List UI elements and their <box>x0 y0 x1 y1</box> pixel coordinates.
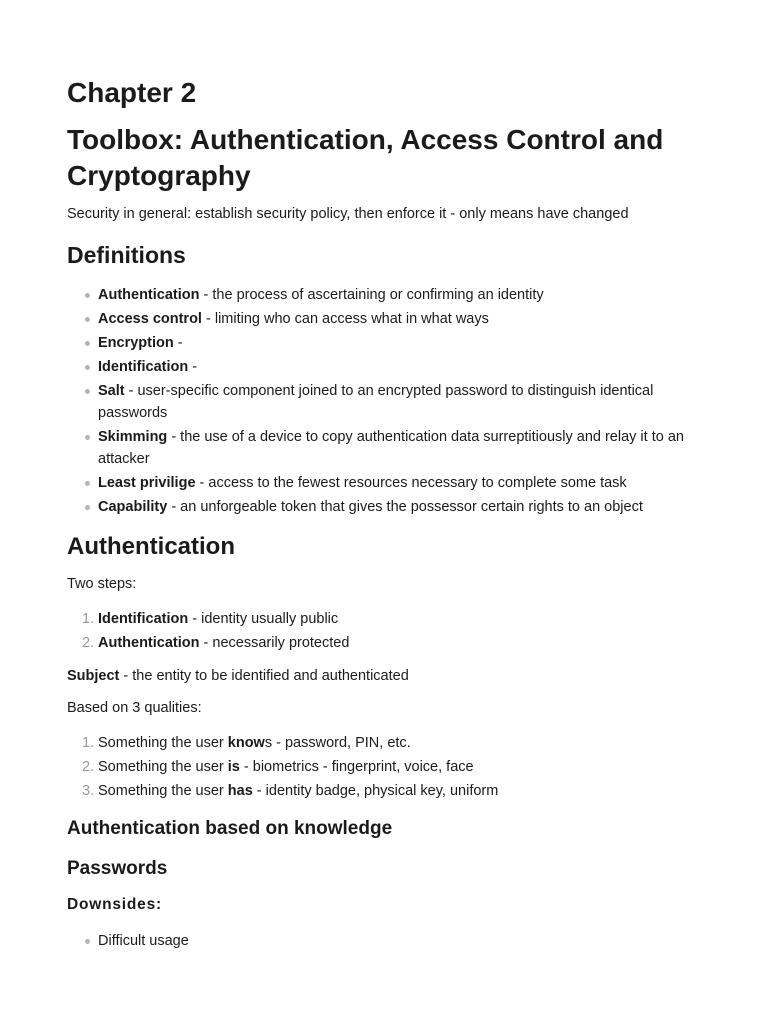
definition-text: - an unforgeable token that gives the possessor certain rights to an object <box>167 499 643 515</box>
downsides-list <box>67 930 701 952</box>
based-on-text: Based on 3 qualities: <box>67 700 202 716</box>
definition-text: - the process of ascertaining or confirming an identity <box>199 287 544 303</box>
subject-paragraph <box>67 666 701 686</box>
step-term: Identification <box>98 611 189 627</box>
definition-text: - the use of a device to copy authentication data surreptitiously and relay it to an attacker <box>98 429 684 467</box>
list-item <box>67 426 701 470</box>
quality-keyword: know <box>227 735 265 751</box>
list-item <box>67 308 701 330</box>
step-term: Authentication <box>98 635 200 651</box>
subject-term: Subject <box>67 668 120 684</box>
quality-suffix: - identity badge, physical key, uniform <box>252 783 499 799</box>
list-number: 3. <box>82 783 95 799</box>
definitions-heading: Definitions <box>67 242 186 268</box>
step-text: - necessarily protected <box>199 635 350 651</box>
step-text: - identity usually public <box>188 611 339 627</box>
definition-term: Access control <box>98 311 202 327</box>
definition-text: - limiting who can access what in what ways <box>201 311 489 327</box>
list-number: 1. <box>82 611 95 627</box>
authentication-heading: Authentication <box>67 533 235 560</box>
bullet-icon <box>85 389 90 394</box>
definition-text: - <box>188 359 198 375</box>
list-item <box>67 356 701 378</box>
list-item <box>67 608 701 630</box>
definition-text: - user-specific component joined to an encrypted password to distinguish identical passwords <box>98 383 654 421</box>
definition-term: Capability <box>98 499 168 515</box>
definitions-list <box>67 284 701 518</box>
quality-prefix: Something the user <box>98 783 228 799</box>
list-item <box>67 496 701 518</box>
definition-term: Encryption <box>98 335 174 351</box>
chapter-title: Toolbox: Authentication, Access Control and Cryptography <box>67 124 664 191</box>
definition-term: Salt <box>98 383 125 399</box>
downside-text: Difficult usage <box>98 933 189 949</box>
definition-text: - <box>173 335 183 351</box>
list-number: 1. <box>82 735 95 751</box>
subject-text: - the entity to be identified and authenticated <box>119 668 409 684</box>
knowledge-heading: Authentication based on knowledge <box>67 818 393 839</box>
definition-term: Skimming <box>98 429 168 445</box>
qualities-list <box>67 732 701 802</box>
list-item <box>67 472 701 494</box>
quality-suffix: s - password, PIN, etc. <box>264 735 411 751</box>
list-item <box>67 732 701 754</box>
bullet-icon <box>85 481 90 486</box>
definition-term: Authentication <box>98 287 200 303</box>
bullet-icon <box>85 505 90 510</box>
quality-suffix: - biometrics - fingerprint, voice, face <box>239 759 474 775</box>
definition-text: - access to the fewest resources necessary to complete some task <box>195 475 627 491</box>
bullet-icon <box>85 365 90 370</box>
list-item <box>67 756 701 778</box>
list-item <box>67 380 701 424</box>
list-item <box>67 332 701 354</box>
bullet-icon <box>85 435 90 440</box>
quality-keyword: is <box>227 759 240 775</box>
passwords-heading: Passwords <box>67 858 168 879</box>
definition-term: Least privilige <box>98 475 196 491</box>
downsides-heading: Downsides: <box>67 896 162 913</box>
bullet-icon <box>85 939 90 944</box>
two-steps-text: Two steps: <box>67 576 137 592</box>
steps-list <box>67 608 701 654</box>
bullet-icon <box>85 317 90 322</box>
definition-term: Identification <box>98 359 189 375</box>
quality-prefix: Something the user <box>98 735 228 751</box>
intro-paragraph: Security in general: establish security policy, then enforce it - only means have changed <box>67 206 629 222</box>
list-item <box>67 284 701 306</box>
list-number: 2. <box>82 635 95 651</box>
list-item <box>67 632 701 654</box>
chapter-heading: Chapter 2 <box>67 77 197 108</box>
list-item <box>67 780 701 802</box>
list-item <box>67 930 701 952</box>
quality-prefix: Something the user <box>98 759 228 775</box>
bullet-icon <box>85 341 90 346</box>
quality-keyword: has <box>227 783 253 799</box>
list-number: 2. <box>82 759 95 775</box>
bullet-icon <box>85 293 90 298</box>
